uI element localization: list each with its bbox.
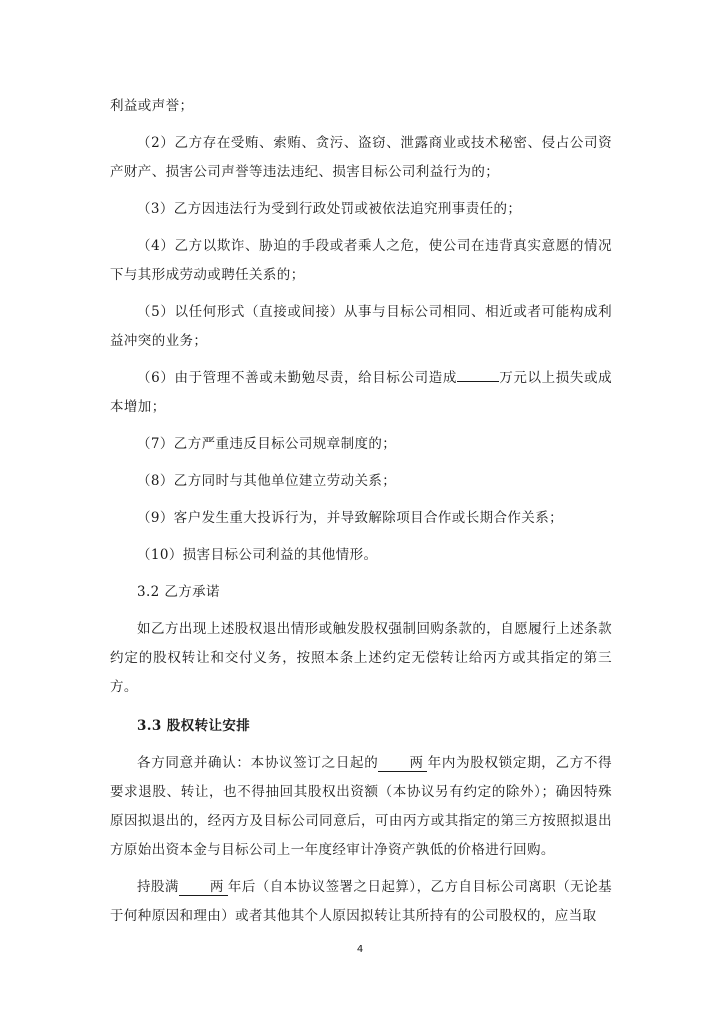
p2-text-b: 年后（自本协议签署之日起算），乙方自目标公司离职（无论基于何种原因和理由）或者其他其个人原因拟转让其所持有的公司股权的，应当取 <box>110 879 612 924</box>
continued-line: 利益或声誉； <box>110 98 194 114</box>
list-item-3: （3）乙方因违法行为受到行政处罚或被依法追究刑事责任的； <box>137 201 522 217</box>
section-3-3-paragraph-1 <box>110 749 612 865</box>
amount-blank <box>457 381 499 382</box>
list-item-4: （4）乙方以欺诈、胁迫的手段或者乘人之危，使公司在违背真实意愿的情况下与其形成劳动或聘任关系的； <box>110 238 612 283</box>
list-item-7: （7）乙方严重违反目标公司规章制度的； <box>137 436 397 452</box>
list-item-5: （5）以任何形式（直接或间接）从事与目标公司相同、相近或者可能构成利益冲突的业务； <box>110 304 612 349</box>
list-item-8: （8）乙方同时与其他单位建立劳动关系； <box>137 473 397 489</box>
list-item-2: （2）乙方存在受贿、索贿、贪污、盗窃、泄露商业或技术秘密、侵占公司资产财产、损害公司声誉等违法违纪、损害目标公司利益行为的； <box>110 135 612 180</box>
lock-years-value: 两 <box>378 755 427 772</box>
list-item-6-text-b: 万元以上损失或成本增加； <box>110 370 612 415</box>
list-item-9: （9）客户发生重大投诉行为，并导致解除项目合作或长期合作关系； <box>137 510 563 526</box>
section-3-2-heading: 3.2 乙方承诺 <box>137 584 220 600</box>
p1-text-b: 年内为股权锁定期，乙方不得要求退股、转让，也不得抽回其股权出资额（本协议另有约定的除外）；确因特殊原因拟退出的，经丙方及目标公司同意后，可由丙方或其指定的第三方按照拟退出方原始出资本金与目标公司上一年度经审计净资产孰低的价格进行回购。 <box>110 755 612 858</box>
p2-text-a: 持股满 <box>137 879 179 895</box>
page-number: 4 <box>356 944 364 955</box>
holding-years-value: 两 <box>179 879 228 896</box>
section-3-3-heading: 3.3 股权转让安排 <box>137 718 251 734</box>
list-item-6 <box>110 364 612 422</box>
section-3-2-body: 如乙方出现上述股权退出情形或触发股权强制回购条款的，自愿履行上述条款约定的股权转让和交付义务，按照本条上述约定无偿转让给丙方或其指定的第三方。 <box>110 621 612 695</box>
list-item-10: （10）损害目标公司利益的其他情形。 <box>137 547 378 563</box>
list-item-6-text-a: （6）由于管理不善或未勤勉尽责，给目标公司造成 <box>137 370 457 386</box>
p1-text-a: 各方同意并确认：本协议签订之日起的 <box>137 755 379 771</box>
section-3-3-paragraph-2 <box>110 873 612 931</box>
